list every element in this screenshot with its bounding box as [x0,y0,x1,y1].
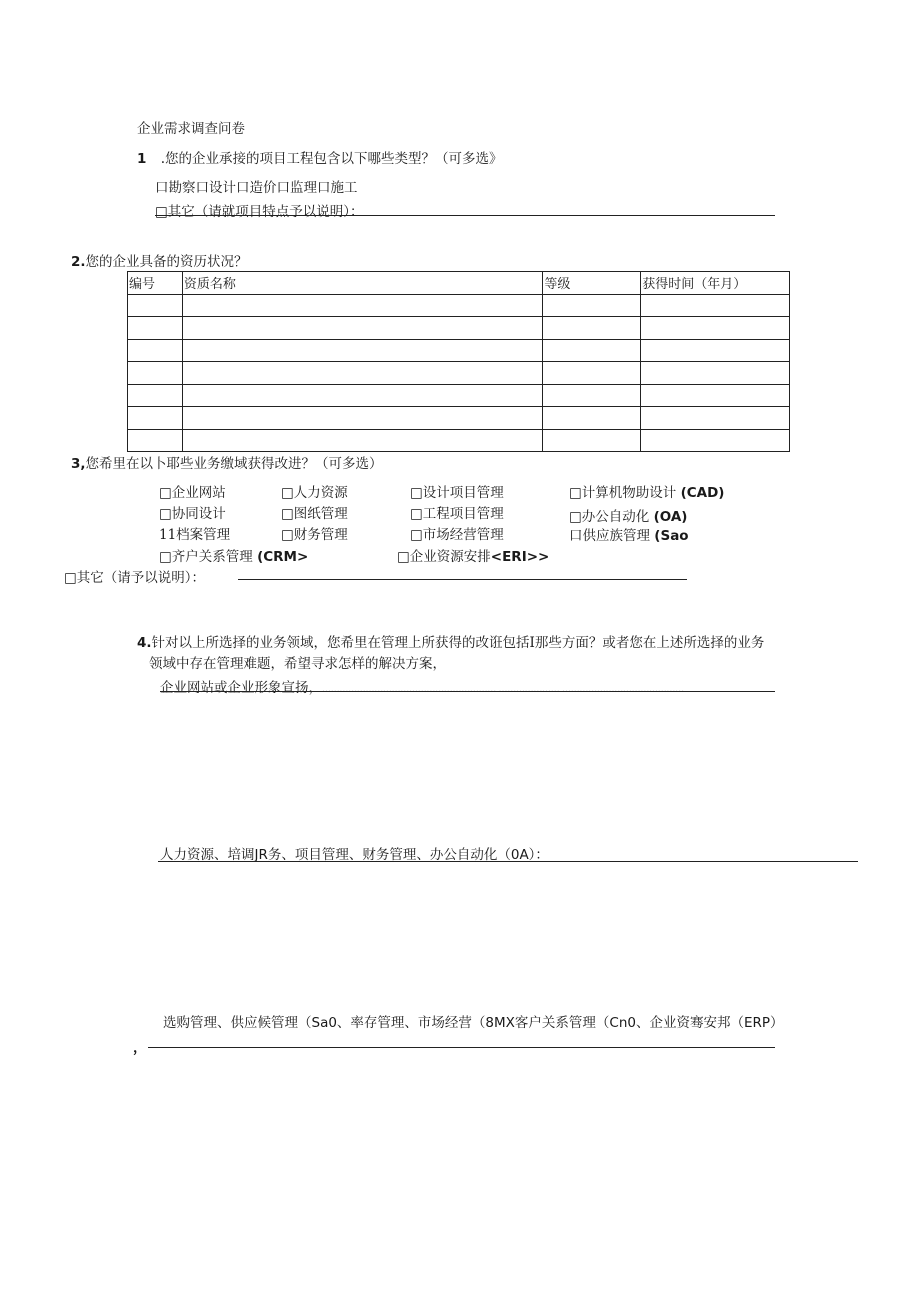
q4-prompt-line2: 领域中存在管理难题，希望寻求怎样的解决方案， [149,656,446,672]
q3-option-eng-pm[interactable]: □工程项目管理 [410,506,504,522]
q1-other-checkbox[interactable]: □ [155,204,168,220]
checkbox[interactable]: □ [281,485,294,501]
q4-item-hr: 人力资源、培调JR务、项目管理、财务管理、办公自动化（0A）： [160,847,549,863]
table-cell[interactable] [641,407,790,430]
q1-options[interactable]: 口勘察口设计口造价口监理口施工 [155,180,358,196]
q3-option-scm[interactable]: 口供应族管理 (Sao [569,528,689,544]
checkbox[interactable]: □ [281,527,294,543]
q3-option-cad[interactable]: □计算机物助设计 (CAD) [569,485,725,501]
table-cell[interactable] [543,407,641,430]
q3-option-website[interactable]: □企业网站 [159,485,226,501]
table-cell[interactable] [641,317,790,340]
table-cell[interactable] [128,429,183,452]
q3-number: 3, [71,456,86,472]
table-header-cell: 资质名称 [182,272,542,295]
q3-option-crm[interactable]: □齐户关系管理 (CRM> [159,549,309,565]
checkbox[interactable]: □ [410,506,423,522]
q4-item-website [160,676,684,696]
table-header-cell: 获得时间（年月） [641,272,790,295]
q3-other-answer-line[interactable] [238,579,687,580]
checkbox[interactable]: □ [397,549,410,565]
checkbox[interactable]: □ [569,509,582,525]
table-cell[interactable] [182,407,542,430]
q3-option-finance[interactable]: □财务管理 [281,527,348,543]
q4-item-procurement: 选购管理、供应候管理（Sa0、率存管理、市场经营（8MX客户关系管理（Cn0、企业资骞安邦（ERP） [163,1015,784,1031]
table-header-row [128,272,790,295]
q4-item-procurement-answer-line[interactable] [148,1047,775,1048]
table-row [128,384,790,407]
q3-option-hr[interactable]: □人力资源 [281,485,348,501]
table-cell[interactable] [641,362,790,385]
q1-prompt [137,147,503,167]
table-cell[interactable] [543,294,641,317]
q2-prompt [71,250,248,270]
q3-option-collab-design[interactable]: □协同设计 [159,506,226,522]
q3-prompt [71,452,383,472]
q3-option-design-pm[interactable]: □设计项目管理 [410,485,504,501]
table-header-cell: 等级 [543,272,641,295]
q1-other-label: 其它（请就项目特点予以说明）： [167,204,364,220]
q2-number: 2. [71,254,86,270]
table-row [128,317,790,340]
checkbox[interactable]: □ [410,485,423,501]
page-title: 企业需求调查问卷 [137,121,245,137]
table-cell[interactable] [641,339,790,362]
table-cell[interactable] [128,339,183,362]
q3-other [64,566,205,586]
table-cell[interactable] [543,317,641,340]
q4-prompt-line1 [137,631,764,651]
q3-option-oa[interactable]: □办公自动化 (OA) [569,509,688,525]
checkbox[interactable]: □ [281,506,294,522]
q1-text: .您的企业承接的项目工程包含以下哪些类型？（可多选》 [160,151,503,167]
checkbox[interactable]: □ [410,527,423,543]
table-cell[interactable] [641,384,790,407]
table-cell[interactable] [182,317,542,340]
table-cell[interactable] [543,384,641,407]
q3-other-label: 其它（请予以说明）： [76,570,206,586]
table-cell[interactable] [641,294,790,317]
table-cell[interactable] [128,294,183,317]
table-row [128,362,790,385]
table-cell[interactable] [182,294,542,317]
q4-item-procurement-comma: ， [133,1040,147,1056]
table-header-cell: 编号 [128,272,183,295]
table-cell[interactable] [128,317,183,340]
q3-option-archives[interactable]: 11档案管理 [159,527,231,543]
q3-option-marketing[interactable]: □市场经营管理 [410,527,504,543]
q4-text-line1: 针对以上所选择的业务领域，您希里在管理上所获得的改诳包括I那些方面？或者您在上述所选择的业务 [151,635,765,651]
table-cell[interactable] [543,339,641,362]
q3-option-drawings[interactable]: □图纸管理 [281,506,348,522]
table-row [128,429,790,452]
q1-other [155,200,364,220]
q3-text: 您希里在以卜耶些业务缴域获得改进？（可多选） [85,456,383,472]
q1-other-answer-line[interactable] [155,215,775,216]
q4-item-website-label: 企业网站或企业形象宣扬， [160,680,322,696]
table-cell[interactable] [543,362,641,385]
table-row [128,339,790,362]
q2-text: 您的企业具备的资历状况？ [85,254,248,270]
q3-option-erp[interactable]: □企业资源安排<ERI>> [397,549,550,565]
table-row [128,407,790,430]
checkbox[interactable]: □ [569,485,582,501]
q4-number: 4. [137,635,152,651]
q1-number: 1 [137,151,147,167]
q4-item-website-dots: …………………………………………………… ………………… …………………………………… [322,685,684,695]
table-cell[interactable] [182,384,542,407]
table-cell[interactable] [543,429,641,452]
q4-item-website-underline[interactable] [160,691,775,692]
table-cell[interactable] [641,429,790,452]
table-cell[interactable] [182,362,542,385]
checkbox[interactable]: □ [159,506,172,522]
table-cell[interactable] [182,339,542,362]
qualification-table [127,271,790,452]
table-cell[interactable] [128,362,183,385]
checkbox[interactable]: □ [159,485,172,501]
table-row [128,294,790,317]
q3-other-checkbox[interactable]: □ [64,570,77,586]
table-cell[interactable] [128,384,183,407]
table-cell[interactable] [182,429,542,452]
checkbox[interactable]: □ [159,549,172,565]
q4-item-hr-answer-line[interactable] [158,861,858,862]
table-cell[interactable] [128,407,183,430]
